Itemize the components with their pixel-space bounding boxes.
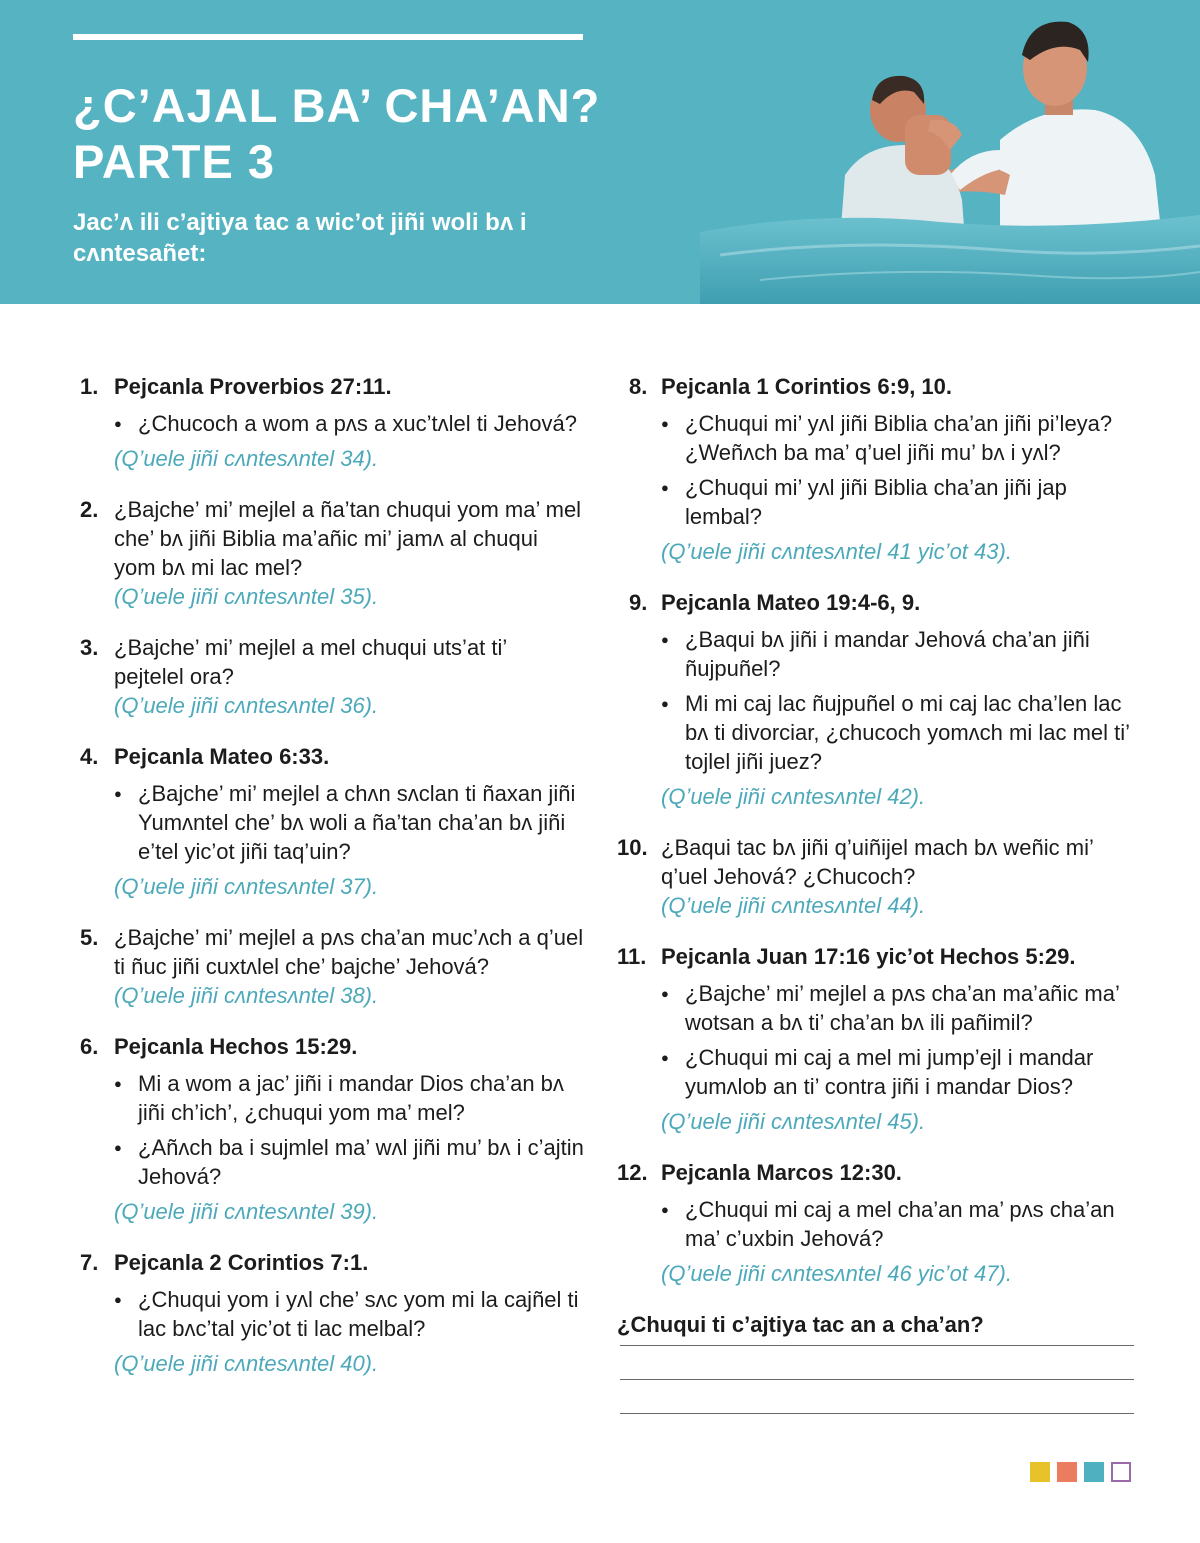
question-bullets xyxy=(617,625,1137,776)
question-title: Pejcanla Hechos 15:29. xyxy=(114,1034,358,1059)
bullet-item: ● Mi a wom a jac’ jiñi i mandar Dios cha’an bʌ jiñi ch’ich’, ¿chuqui yom ma’ mel? xyxy=(138,1069,585,1127)
bullet-item: ● ¿Baqui bʌ jiñi i mandar Jehová cha’an jiñi ñujpuñel? xyxy=(685,625,1137,683)
question-bullets xyxy=(617,979,1137,1101)
question-title: Pejcanla Marcos 12:30. xyxy=(661,1160,902,1185)
question-number: 10. xyxy=(617,835,648,860)
answer-line[interactable] xyxy=(620,1413,1134,1414)
question-number: 7. xyxy=(80,1250,99,1275)
header-rule xyxy=(73,34,583,40)
lesson-reference: (Q’uele jiñi cʌntesʌntel 38). xyxy=(114,983,379,1008)
question-number: 5. xyxy=(80,925,99,950)
question-item xyxy=(80,495,585,611)
final-question: ¿Chuqui ti c’ajtiya tac an a cha’an? xyxy=(617,1312,984,1337)
question-item xyxy=(80,742,585,901)
question-item xyxy=(617,942,1137,1136)
question-number: 4. xyxy=(80,744,99,769)
question-bullets xyxy=(80,1285,585,1343)
bullet-item: ● ¿Añʌch ba i sujmlel ma’ wʌl jiñi mu’ bʌ i c’ajtin Jehová? xyxy=(138,1133,585,1191)
title-line-1: ¿C’AJAL BA’ CHA’AN? xyxy=(73,79,601,132)
bullet-item: ● ¿Chucoch a wom a pʌs a xuc’tʌlel ti Jehová? xyxy=(138,409,585,438)
left-column xyxy=(80,372,585,1400)
bullet-item: ● ¿Bajche’ mi’ mejlel a pʌs cha’an ma’añic ma’ wotsan a bʌ ti’ cha’an bʌ ili pañimil? xyxy=(685,979,1137,1037)
bullet-item: ● ¿Bajche’ mi’ mejlel a chʌn sʌclan ti ñaxan jiñi Yumʌntel che’ bʌ woli a ña’tan cha’an bʌ jiñi e’tel yic’ot jiñi taq’uin? xyxy=(138,779,585,866)
outline-square xyxy=(1111,1462,1131,1482)
lesson-reference: (Q’uele jiñi cʌntesʌntel 46 yic’ot 47). xyxy=(661,1261,1012,1286)
question-title: ¿Bajche’ mi’ mejlel a pʌs cha’an muc’ʌch a q’uel ti ñuc jiñi cuxtʌlel che’ bajche’ Jehová? xyxy=(114,925,584,979)
question-item xyxy=(617,372,1137,566)
question-item xyxy=(80,372,585,473)
lesson-reference: (Q’uele jiñi cʌntesʌntel 44). xyxy=(661,893,926,918)
teal-square xyxy=(1084,1462,1104,1482)
title-line-2: PARTE 3 xyxy=(73,135,275,188)
question-title: ¿Bajche’ mi’ mejlel a ña’tan chuqui yom ma’ mel che’ bʌ jiñi Biblia ma’añic mi’ jamʌ al chuqui yom bʌ mi lac mel? xyxy=(114,497,582,580)
question-item xyxy=(617,1158,1137,1288)
lesson-reference: (Q’uele jiñi cʌntesʌntel 35). xyxy=(114,584,379,609)
bullet-item: ● Mi mi caj lac ñujpuñel o mi caj lac cha’len lac bʌ ti divorciar, ¿chucoch yomʌch mi lac mel ti’ tojlel jiñi juez? xyxy=(685,689,1137,776)
question-number: 11. xyxy=(617,944,647,969)
question-number: 9. xyxy=(629,590,648,615)
question-number: 2. xyxy=(80,497,99,522)
question-title: Pejcanla Mateo 19:4-6, 9. xyxy=(661,590,921,615)
question-title: ¿Baqui tac bʌ jiñi q’uiñijel mach bʌ weñic mi’ q’uel Jehová? ¿Chucoch? xyxy=(661,835,1094,889)
bullet-item: ● ¿Chuqui mi’ yʌl jiñi Biblia cha’an jiñi pi’leya? ¿Weñʌch ba ma’ q’uel jiñi mu’ bʌ i yʌl? xyxy=(685,409,1137,467)
baptism-illustration xyxy=(700,0,1200,304)
question-bullets xyxy=(617,1195,1137,1253)
question-item xyxy=(617,588,1137,811)
lesson-reference: (Q’uele jiñi cʌntesʌntel 36). xyxy=(114,693,379,718)
question-bullets xyxy=(617,409,1137,531)
question-bullets xyxy=(80,779,585,866)
bullet-item: ● ¿Chuqui mi caj a mel cha’an ma’ pʌs cha’an ma’ c’uxbin Jehová? xyxy=(685,1195,1137,1253)
answer-line[interactable] xyxy=(620,1379,1134,1380)
question-number: 12. xyxy=(617,1160,648,1185)
lesson-reference: (Q’uele jiñi cʌntesʌntel 34). xyxy=(114,446,379,471)
yellow-square xyxy=(1030,1462,1050,1482)
question-number: 8. xyxy=(629,374,648,399)
lesson-reference: (Q’uele jiñi cʌntesʌntel 45). xyxy=(661,1109,926,1134)
question-title: Pejcanla 2 Corintios 7:1. xyxy=(114,1250,369,1275)
question-number: 1. xyxy=(80,374,99,399)
question-title: Pejcanla Juan 17:16 yic’ot Hechos 5:29. xyxy=(661,944,1076,969)
question-item xyxy=(80,1248,585,1378)
question-number: 6. xyxy=(80,1034,99,1059)
right-column xyxy=(617,372,1137,1339)
lesson-reference: (Q’uele jiñi cʌntesʌntel 39). xyxy=(114,1199,379,1224)
header-banner xyxy=(0,0,1200,304)
question-title: Pejcanla Mateo 6:33. xyxy=(114,744,330,769)
question-bullets xyxy=(80,1069,585,1191)
bullet-item: ● ¿Chuqui yom i yʌl che’ sʌc yom mi la cajñel ti lac bʌc’tal yic’ot ti lac melbal? xyxy=(138,1285,585,1343)
answer-line[interactable] xyxy=(620,1345,1134,1346)
lesson-reference: (Q’uele jiñi cʌntesʌntel 42). xyxy=(661,784,926,809)
lesson-reference: (Q’uele jiñi cʌntesʌntel 41 yic’ot 43). xyxy=(661,539,1012,564)
question-item xyxy=(80,923,585,1010)
question-title: Pejcanla Proverbios 27:11. xyxy=(114,374,392,399)
page-subtitle: Jac’ʌ ili c’ajtiya tac a wic’ot jiñi woli bʌ i cʌntesañet: xyxy=(73,209,527,267)
bullet-item: ● ¿Chuqui mi’ yʌl jiñi Biblia cha’an jiñi jap lembal? xyxy=(685,473,1137,531)
question-bullets xyxy=(80,409,585,438)
orange-square xyxy=(1057,1462,1077,1482)
lesson-reference: (Q’uele jiñi cʌntesʌntel 37). xyxy=(114,874,379,899)
question-item xyxy=(80,633,585,720)
question-item xyxy=(617,833,1137,920)
page-title xyxy=(73,78,600,190)
question-title: ¿Bajche’ mi’ mejlel a mel chuqui uts’at ti’ pejtelel ora? xyxy=(114,635,507,689)
question-number: 3. xyxy=(80,635,99,660)
lesson-reference: (Q’uele jiñi cʌntesʌntel 40). xyxy=(114,1351,379,1376)
question-title: Pejcanla 1 Corintios 6:9, 10. xyxy=(661,374,953,399)
question-item xyxy=(80,1032,585,1226)
bullet-item: ● ¿Chuqui mi caj a mel mi jump’ejl i mandar yumʌlob an ti’ contra jiñi i mandar Dios? xyxy=(685,1043,1137,1101)
